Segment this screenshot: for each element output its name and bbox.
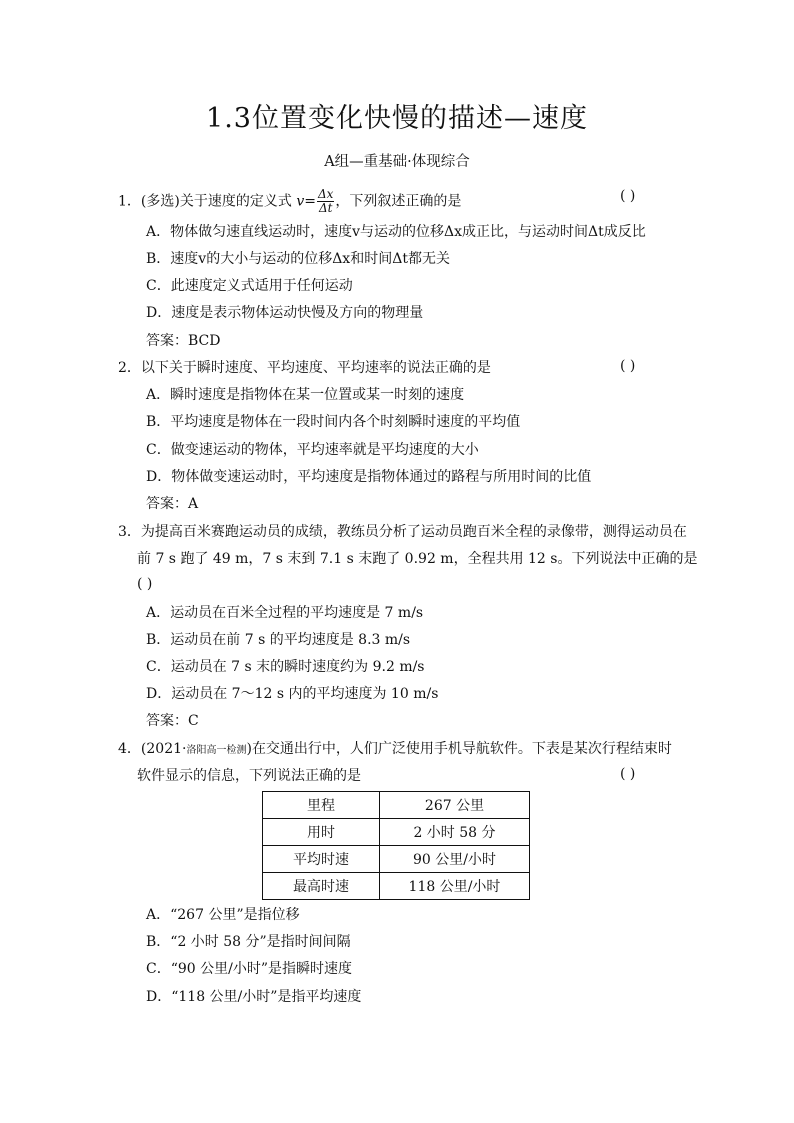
formula-variable: v bbox=[296, 193, 305, 210]
table-cell-value: 2 小时 58 分 bbox=[380, 819, 530, 846]
question-3-option-c: C．运动员在 7 s 末的瞬时速度约为 9.2 m/s bbox=[146, 659, 425, 675]
question-3-line-2: 前 7 s 跑了 49 m，7 s 末到 7.1 s 末跑了 0.92 m，全程共用 12 s。下列说法中正确的是 bbox=[137, 551, 698, 567]
question-2-option-b: B．平均速度是物体在一段时间内各个时刻瞬时速度的平均值 bbox=[146, 414, 521, 430]
formula-equals: = bbox=[304, 193, 316, 210]
answer-bracket-2: ( ) bbox=[620, 358, 636, 374]
question-1-suffix: ，下列叙述正确的是 bbox=[335, 193, 462, 210]
table-cell-value: 267 公里 bbox=[380, 792, 530, 819]
question-2-option-d: D．物体做变速运动时，平均速度是指物体通过的路程与所用时间的比值 bbox=[146, 469, 592, 485]
question-4-line-2: 软件显示的信息，下列说法正确的是 bbox=[137, 768, 361, 784]
question-3-option-b: B．运动员在前 7 s 的平均速度是 8.3 m/s bbox=[146, 632, 411, 648]
question-3-text-1: 为提高百米赛跑运动员的成绩，教练员分析了运动员跑百米全程的录像带，测得运动员在 bbox=[140, 524, 687, 540]
table-cell-value: 90 公里/小时 bbox=[380, 846, 530, 873]
question-3-number: 3． bbox=[118, 524, 141, 540]
table-row bbox=[263, 819, 530, 846]
question-4-option-c: C．“90 公里/小时”是指瞬时速度 bbox=[146, 961, 353, 977]
question-4-option-a: A．“267 公里”是指位移 bbox=[146, 907, 300, 923]
formula-denominator: Δt bbox=[318, 201, 333, 215]
question-1-option-b: B．速度v的大小与运动的位移Δx和时间Δt都无关 bbox=[146, 251, 450, 267]
table-row bbox=[263, 846, 530, 873]
trip-info-table bbox=[262, 791, 530, 900]
answer-bracket-1: ( ) bbox=[620, 188, 636, 204]
question-1 bbox=[118, 188, 461, 215]
question-2-option-a: A．瞬时速度是指物体在某一位置或某一时刻的速度 bbox=[146, 387, 465, 403]
question-4-source-close: ) bbox=[246, 741, 252, 757]
question-2 bbox=[118, 358, 491, 378]
question-3-option-a: A．运动员在百米全过程的平均速度是 7 m/s bbox=[146, 605, 424, 621]
question-2-text: 以下关于瞬时速度、平均速度、平均速率的说法正确的是 bbox=[140, 360, 491, 376]
question-4-source-open: (2021· bbox=[140, 741, 187, 757]
question-2-answer: 答案：A bbox=[146, 496, 199, 512]
formula-fraction bbox=[317, 188, 334, 215]
answer-bracket-4: ( ) bbox=[620, 766, 636, 782]
question-3-answer: 答案：C bbox=[146, 713, 199, 729]
table-cell-label: 用时 bbox=[263, 819, 380, 846]
question-3-option-d: D．运动员在 7～12 s 内的平均速度为 10 m/s bbox=[146, 686, 439, 702]
question-1-number: 1． bbox=[118, 193, 141, 210]
question-2-number: 2． bbox=[118, 360, 141, 376]
question-4-text-1: 在交通出行中，人们广泛使用手机导航软件。下表是某次行程结束时 bbox=[251, 741, 672, 757]
table-cell-label: 里程 bbox=[263, 792, 380, 819]
table-row bbox=[263, 792, 530, 819]
question-3-line-1 bbox=[118, 522, 687, 542]
answer-bracket-3: ( ) bbox=[137, 576, 153, 592]
question-4-option-b: B．“2 小时 58 分”是指时间间隔 bbox=[146, 934, 351, 950]
table-row bbox=[263, 873, 530, 900]
question-1-option-c: C．此速度定义式适用于任何运动 bbox=[146, 278, 353, 294]
formula-numerator: Δx bbox=[317, 187, 334, 201]
question-1-answer: 答案：BCD bbox=[146, 333, 221, 349]
question-4-line-1 bbox=[118, 739, 672, 761]
question-2-option-c: C．做变速运动的物体，平均速率就是平均速度的大小 bbox=[146, 442, 479, 458]
table-cell-value: 118 公里/小时 bbox=[380, 873, 530, 900]
table-cell-label: 最高时速 bbox=[263, 873, 380, 900]
question-1-option-d: D．速度是表示物体运动快慢及方向的物理量 bbox=[146, 305, 424, 321]
table-cell-label: 平均时速 bbox=[263, 846, 380, 873]
section-subtitle: A组—重基础·体现综合 bbox=[324, 154, 470, 170]
question-4-number: 4． bbox=[118, 741, 141, 757]
question-4-option-d: D．“118 公里/小时”是指平均速度 bbox=[146, 989, 362, 1005]
page-title: 1.3位置变化快慢的描述—速度 bbox=[206, 103, 588, 134]
question-4-source: 洛阳高一检测 bbox=[186, 745, 247, 756]
question-1-option-a: A．物体做匀速直线运动时，速度v与运动的位移Δx成正比，与运动时间Δt成反比 bbox=[146, 224, 646, 240]
question-1-prefix: (多选)关于速度的定义式 bbox=[140, 193, 292, 210]
